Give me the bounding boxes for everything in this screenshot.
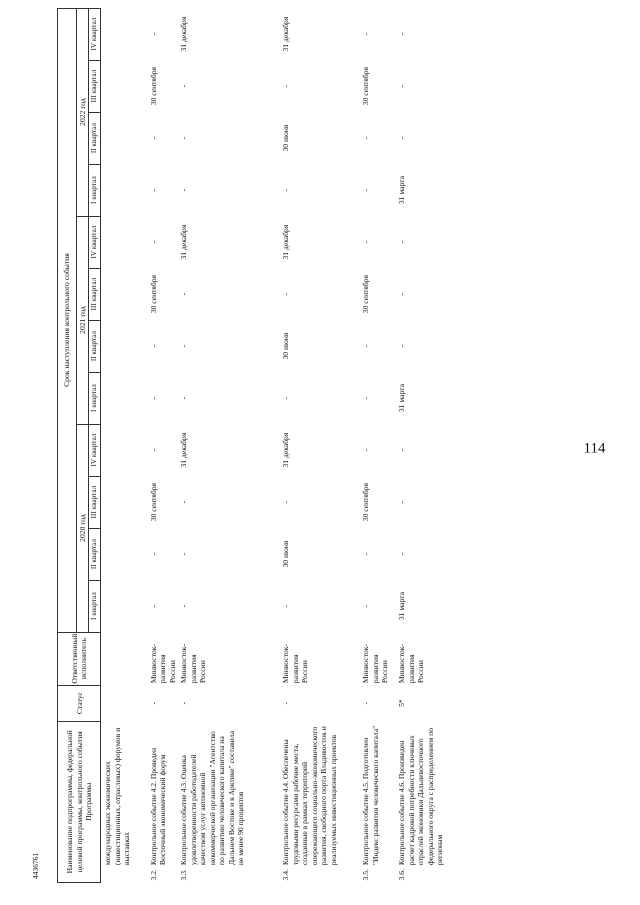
header-name-column: Наименование подпрограммы, федеральной целевой программы, контрольного события Программы [58,721,101,882]
event-date: - [397,32,407,36]
row-number: 3.6. [397,869,407,881]
header-term-column: Срок наступления контрольного события [58,8,77,632]
event-date: - [148,240,158,244]
event-date: - [179,552,189,556]
table-row [101,8,147,882]
control-events-table [57,8,457,883]
event-date [101,528,147,580]
event-date: - [397,552,407,556]
event-date: - [179,604,189,608]
event-date: - [281,188,291,192]
event-date: - [179,136,189,140]
row-number [101,867,147,882]
event-executor: Минвосток-развития России [148,644,177,684]
document-id: 4436761 [31,852,40,879]
event-date: - [148,32,158,36]
event-date: - [361,552,371,556]
event-name: Контрольное событие 4.4. Обеспечены трудовыми ресурсами рабочие места, созданные в рамках территорий опережающего социально-экономического развития, свободного порта Владивосток и реализуемых инвестиционных проектов [281,726,338,866]
header-quarter: I квартал [89,372,101,424]
event-executor: Минвосток-развития России [281,644,310,684]
event-date [101,372,147,424]
event-date: - [397,344,407,348]
event-date: - [148,136,158,140]
header-quarter: II квартал [89,320,101,372]
event-date [101,268,147,320]
header-quarter: I квартал [89,164,101,216]
header-quarter: III квартал [89,268,101,320]
event-date: - [361,240,371,244]
event-date: 31 декабря [179,432,189,468]
event-date: 31 марта [397,384,407,413]
event-status: - [281,701,291,705]
event-name: Контрольное событие 4.6. Произведен расчет кадровой потребности ключевых отраслей экономики Дальневосточного федерального округа с распределением по регионам [397,727,445,866]
event-date: 30 сентября [361,66,371,106]
header-quarter: III квартал [89,60,101,112]
event-date: 31 декабря [281,16,291,52]
event-date [101,112,147,164]
event-date: - [397,500,407,504]
table-row [279,8,359,882]
event-date: - [361,136,371,140]
event-date: - [361,344,371,348]
event-date [101,476,147,528]
event-date [101,164,147,216]
event-date: 30 сентября [148,482,158,522]
event-executor [101,632,147,685]
event-date: 30 сентября [361,482,371,522]
header-quarter: I квартал [89,580,101,632]
event-status: - [179,701,189,705]
event-name: международных экономических (инвестиционных, отраслевых) форумов и выставках [103,727,132,866]
header-quarter: II квартал [89,528,101,580]
event-date: - [361,188,371,192]
row-number: 3.5. [361,869,371,881]
event-executor: Минвосток-развития России [397,644,426,684]
event-date: 30 июня [281,332,291,360]
event-name: Контрольное событие 4.5. Подготовлен "Индекс развития человеческого капитала" [361,725,380,866]
header-executor-column: Ответственный исполнитель [58,632,101,685]
event-date: - [361,32,371,36]
header-quarter: II квартал [89,112,101,164]
row-number: 3.4. [281,869,291,881]
event-executor: Минвосток-развития России [361,644,390,684]
event-date: 30 сентября [148,66,158,106]
event-status [101,685,147,721]
event-date: - [281,604,291,608]
event-date: - [281,292,291,296]
event-name: Контрольное событие 4.3. Оценка удовлетворенности работодателей качеством услуг автономной некоммерческой организации "Агентство по развитию человеческого капитала на Дальнем Востоке и в Арктике" составила не менее 90 процентов [179,731,246,866]
event-date [101,216,147,268]
event-date: 30 июня [281,124,291,152]
event-date: - [179,188,189,192]
event-date: - [179,500,189,504]
event-date: 31 марта [397,592,407,621]
event-date: 31 декабря [281,224,291,260]
event-date: - [179,292,189,296]
event-date [101,320,147,372]
event-date: - [179,396,189,400]
event-status: - [148,701,158,705]
header-year: 2021 год [77,216,89,424]
table-row [177,8,279,882]
event-date: - [397,240,407,244]
page-number: 114 [583,440,606,457]
event-name: Контрольное событие 4.2. Проведен Восточный экономический форум [148,747,168,866]
table-row [395,8,457,882]
event-status: - [361,701,371,705]
event-date: 31 декабря [179,16,189,52]
event-date: 31 марта [397,176,407,205]
event-date: 30 июня [281,540,291,568]
table-body [101,8,457,882]
event-date: - [148,552,158,556]
row-number: 3.3. [179,869,189,881]
event-date: - [397,84,407,88]
event-date: 30 сентября [148,274,158,314]
event-date: - [397,448,407,452]
event-date: - [179,84,189,88]
row-number: 3.2. [148,869,158,881]
event-date: - [148,188,158,192]
event-date: - [281,500,291,504]
event-date: - [397,292,407,296]
event-date: - [397,136,407,140]
event-date [101,580,147,632]
table-row [359,8,395,882]
event-date: - [361,396,371,400]
event-date: - [148,344,158,348]
header-quarter: III квартал [89,476,101,528]
event-date: - [361,448,371,452]
event-date: - [179,344,189,348]
event-executor: Минвосток-развития России [179,644,208,684]
event-date: - [148,604,158,608]
event-date: 30 сентября [361,274,371,314]
event-date: - [361,604,371,608]
event-date: 31 декабря [281,432,291,468]
event-date: 31 декабря [179,224,189,260]
event-status: 5* [397,699,407,707]
header-status-column: Статус [58,685,101,721]
event-date: - [281,84,291,88]
event-date: - [148,448,158,452]
table-row [147,8,177,882]
event-date [101,424,147,476]
event-date: - [281,396,291,400]
event-date [101,60,147,112]
header-year: 2022 год [77,8,89,216]
event-date: - [148,396,158,400]
header-year: 2020 год [77,424,89,632]
header-quarter: IV квартал [89,424,101,476]
event-date [101,8,147,60]
header-quarter: IV квартал [89,8,101,60]
table-header [58,8,101,882]
header-quarter: IV квартал [89,216,101,268]
